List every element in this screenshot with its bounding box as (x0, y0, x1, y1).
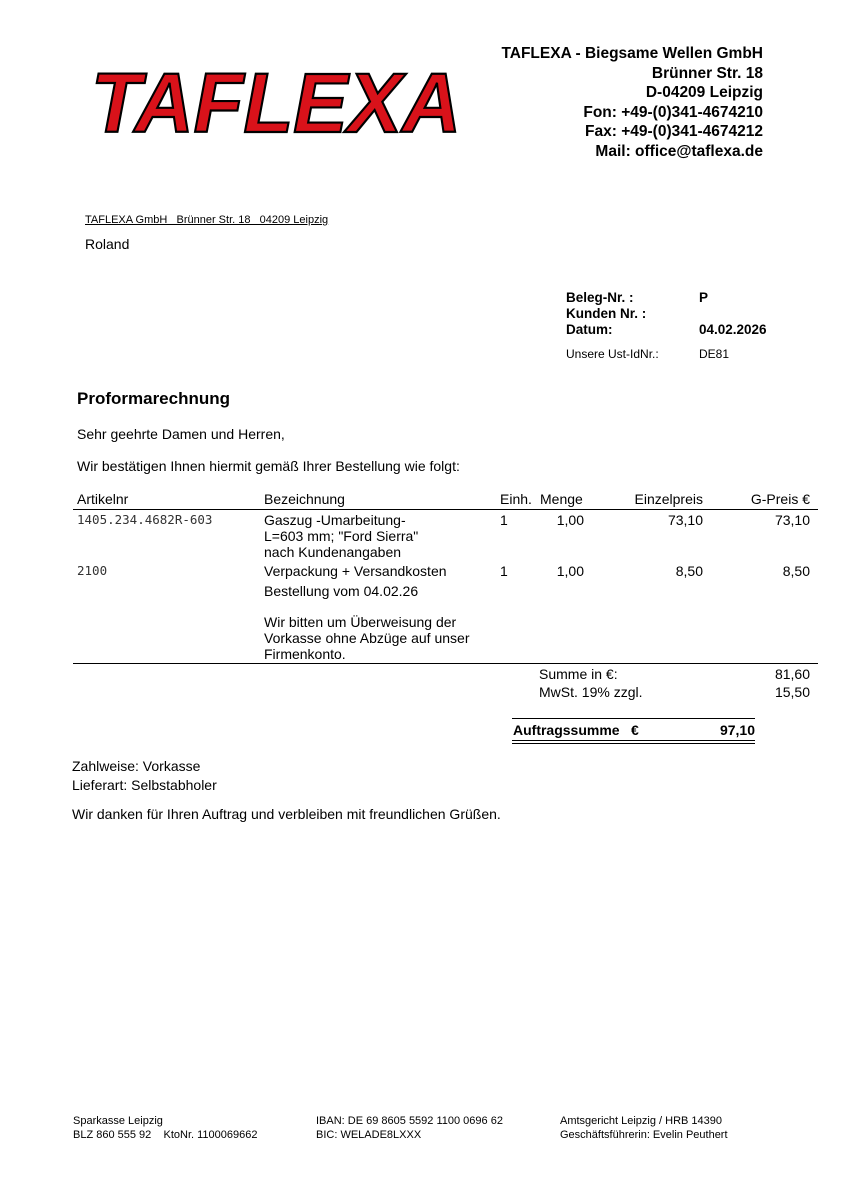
col-header-einzelpreis: Einzelpreis (634, 491, 703, 507)
row1-einzelpreis: 73,10 (667, 512, 703, 528)
row1-artikel: 1405.234.4682R-603 (77, 512, 213, 527)
company-fax: Fax: +49-(0)341-4674212 (585, 123, 763, 140)
row1-bezeichnung-line1: Gaszug -Umarbeitung- (264, 512, 406, 528)
company-city: D-04209 Leipzig (645, 84, 763, 101)
col-header-bezeichnung: Bezeichnung (264, 491, 345, 507)
lieferart: Lieferart: Selbstabholer (72, 777, 217, 793)
row2-einh: 1 (500, 563, 508, 579)
footer-bank-line1: Sparkasse Leipzig (73, 1115, 163, 1127)
mwst-value: 15,50 (774, 684, 810, 700)
ust-value: DE81 (699, 347, 730, 361)
col-header-einh: Einh. (500, 491, 532, 507)
company-name: TAFLEXA - Biegsame Wellen GmbH (501, 45, 763, 62)
footer-court-line1: Amtsgericht Leipzig / HRB 14390 (560, 1115, 723, 1127)
table-header-rule (73, 509, 818, 510)
footer-bank-line2: BLZ 860 555 92 KtoNr. 1100069662 (73, 1129, 258, 1141)
footer-court-line2: Geschäftsführerin: Evelin Peuthert (560, 1129, 728, 1141)
row1-bezeichnung-line2: L=603 mm; "Ford Sierra" (264, 528, 419, 544)
company-mail: Mail: office@taflexa.de (595, 142, 763, 160)
payment-note-line2: Vorkasse ohne Abzüge auf unser (264, 630, 470, 646)
logo-text: TAFLEXA (91, 68, 461, 142)
company-address-block (501, 44, 763, 161)
total-bottom-rule-1 (512, 740, 755, 741)
row2-artikel: 2100 (77, 563, 108, 578)
kunden-label: Kunden Nr. : (566, 306, 647, 321)
footer-court (560, 1114, 728, 1142)
total-label: Auftragssumme (513, 722, 620, 738)
footer-iban (316, 1114, 503, 1142)
total-top-rule (512, 718, 755, 719)
total-value: 97,10 (719, 722, 755, 738)
company-logo (86, 68, 466, 142)
table-bottom-rule (73, 663, 818, 664)
document-title: Proformarechnung (77, 389, 231, 408)
ust-label: Unsere Ust-IdNr.: (566, 347, 659, 361)
beleg-value: P (699, 290, 709, 305)
recipient-name: Roland (85, 236, 130, 252)
footer-bank (73, 1114, 258, 1142)
company-street: Brünner Str. 18 (651, 64, 763, 82)
zahlweise: Zahlweise: Vorkasse (72, 758, 201, 774)
order-date-note: Bestellung vom 04.02.26 (264, 583, 419, 599)
total-currency: € (631, 722, 639, 738)
sender-return-address: TAFLEXA GmbH Brünner Str. 18 04209 Leipzig (85, 214, 329, 226)
row2-bezeichnung-line1: Verpackung + Versandkosten (264, 563, 447, 579)
col-header-artikel: Artikelnr (77, 491, 129, 507)
row2-einzelpreis: 8,50 (675, 563, 703, 579)
summe-value: 81,60 (774, 666, 810, 682)
datum-value: 04.02.2026 (699, 322, 767, 337)
row1-einh: 1 (500, 512, 508, 528)
row1-menge: 1,00 (556, 512, 584, 528)
row2-gpreis: 8,50 (782, 563, 810, 579)
payment-note-line3: Firmenkonto. (264, 646, 346, 662)
beleg-label: Beleg-Nr. : (566, 290, 634, 305)
payment-note-line1: Wir bitten um Überweisung der (264, 614, 457, 630)
row1-gpreis: 73,10 (774, 512, 810, 528)
footer-iban-line2: BIC: WELADE8LXXX (316, 1129, 422, 1141)
datum-label: Datum: (566, 322, 613, 337)
footer-iban-line1: IBAN: DE 69 8605 5592 1100 0696 62 (316, 1115, 503, 1127)
col-header-menge: Menge (540, 491, 583, 507)
col-header-gpreis: G-Preis € (750, 491, 810, 507)
summe-label: Summe in €: (539, 666, 618, 682)
row1-bezeichnung-line3: nach Kundenangaben (264, 544, 402, 560)
greeting: Sehr geehrte Damen und Herren, (77, 426, 285, 442)
mwst-label: MwSt. 19% zzgl. (539, 684, 643, 700)
intro-text: Wir bestätigen Ihnen hiermit gemäß Ihrer Bestellung wie folgt: (77, 458, 460, 474)
total-bottom-rule-2 (512, 743, 755, 744)
row2-menge: 1,00 (556, 563, 584, 579)
company-phone: Fon: +49-(0)341-4674210 (583, 103, 763, 121)
closing-text: Wir danken für Ihren Auftrag und verbleiben mit freundlichen Grüßen. (72, 806, 501, 822)
